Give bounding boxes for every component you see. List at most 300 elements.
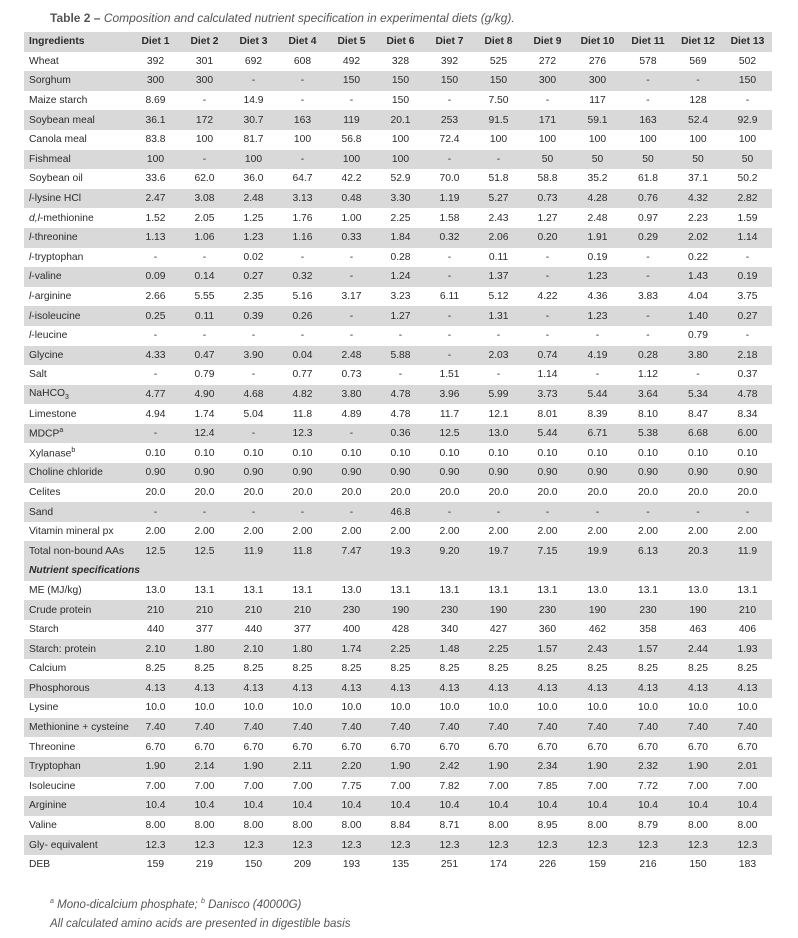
table-cell: 1.25 bbox=[243, 212, 264, 224]
table-cell: 1.76 bbox=[292, 212, 313, 224]
table-cell: 12.3 bbox=[523, 835, 572, 855]
table-cell: 3.80 bbox=[673, 346, 723, 366]
table-row bbox=[24, 346, 772, 366]
table-cell: 20.0 bbox=[687, 486, 709, 498]
table-cell: 8.25 bbox=[488, 663, 509, 675]
table-cell: - bbox=[696, 369, 700, 381]
table-cell: 7.40 bbox=[523, 718, 572, 738]
table-cell: 0.73 bbox=[341, 369, 362, 381]
table-cell: 1.06 bbox=[180, 228, 229, 248]
row-label bbox=[24, 483, 131, 503]
table-cell: - bbox=[180, 150, 229, 170]
table-cell: 0.90 bbox=[474, 463, 523, 483]
table-cell: 0.10 bbox=[439, 447, 460, 459]
row-label-name: Crude protein bbox=[29, 604, 92, 616]
table-cell: 0.10 bbox=[145, 447, 166, 459]
table-cell: 0.28 bbox=[623, 346, 673, 366]
table-cell: 0.04 bbox=[278, 346, 327, 366]
table-cell: - bbox=[202, 95, 207, 107]
table-cell: 42.2 bbox=[341, 173, 362, 185]
table-cell: 2.42 bbox=[425, 757, 474, 777]
table-cell: 9.20 bbox=[425, 541, 474, 561]
table-cell: 12.5 bbox=[180, 541, 229, 561]
table-cell: 5.38 bbox=[623, 424, 673, 444]
table-cell: 163 bbox=[623, 110, 673, 130]
table-cell: 10.4 bbox=[425, 796, 474, 816]
table-cell: 8.25 bbox=[243, 663, 264, 675]
row-label bbox=[24, 189, 131, 209]
table-cell: 12.4 bbox=[180, 424, 229, 444]
table-cell: - bbox=[202, 251, 207, 263]
table-cell: 4.78 bbox=[723, 385, 772, 405]
table-cell: 50 bbox=[723, 150, 772, 170]
table-cell: 20.0 bbox=[488, 486, 509, 498]
table-cell: - bbox=[447, 330, 452, 342]
table-cell: 36.1 bbox=[131, 110, 180, 130]
table-cell: 174 bbox=[489, 859, 508, 871]
table-cell: 1.00 bbox=[341, 212, 362, 224]
table-cell: 0.10 bbox=[341, 447, 362, 459]
table-cell: 119 bbox=[327, 110, 376, 130]
table-cell: 0.10 bbox=[587, 447, 608, 459]
table-cell: 12.3 bbox=[623, 835, 673, 855]
table-cell: - bbox=[327, 267, 376, 287]
table-row bbox=[24, 777, 772, 797]
table-cell: 7.00 bbox=[488, 780, 509, 792]
row-label-name: Fishmeal bbox=[29, 153, 71, 165]
table-cell: 0.33 bbox=[327, 228, 376, 248]
row-label-name: Xylanase bbox=[29, 448, 72, 460]
table-cell: - bbox=[180, 502, 229, 522]
footnote-line-2: All calculated amino acids are presented in digestible basis bbox=[50, 917, 351, 930]
table-cell: 10.0 bbox=[537, 702, 558, 714]
table-cell: 1.16 bbox=[278, 228, 327, 248]
table-cell: 4.19 bbox=[572, 346, 623, 366]
table-cell: 190 bbox=[376, 600, 425, 620]
table-row bbox=[24, 365, 772, 385]
row-label bbox=[24, 757, 131, 777]
table-cell: 2.48 bbox=[587, 212, 608, 224]
table-row bbox=[24, 639, 772, 659]
header-diet: Diet 11 bbox=[623, 32, 673, 52]
table-cell: 0.27 bbox=[229, 267, 278, 287]
table-row bbox=[24, 855, 772, 875]
row-label-name: Isoleucine bbox=[29, 780, 76, 792]
table-cell: 2.43 bbox=[572, 639, 623, 659]
table-caption-label: Table 2 – bbox=[50, 11, 101, 25]
row-label bbox=[24, 541, 131, 561]
table-cell: 300 bbox=[180, 71, 229, 91]
row-label-name: Wheat bbox=[29, 55, 59, 67]
table-cell: 210 bbox=[180, 600, 229, 620]
header-diet: Diet 9 bbox=[523, 32, 572, 52]
table-cell: 10.0 bbox=[194, 702, 215, 714]
table-cell: 6.00 bbox=[723, 424, 772, 444]
table-cell: 62.0 bbox=[194, 173, 215, 185]
row-label-name: Phosphorous bbox=[29, 682, 90, 694]
table-cell: 190 bbox=[474, 600, 523, 620]
table-cell: - bbox=[496, 330, 501, 342]
table-cell: 8.25 bbox=[587, 663, 608, 675]
table-cell: 35.2 bbox=[587, 173, 608, 185]
row-label-name: Starch bbox=[29, 624, 59, 636]
row-label-subscript: 3 bbox=[65, 394, 69, 401]
table-cell: 428 bbox=[391, 624, 410, 636]
table-cell: 2.48 bbox=[229, 189, 278, 209]
table-cell: 0.26 bbox=[278, 306, 327, 326]
table-cell: 20.0 bbox=[194, 486, 215, 498]
table-cell: 0.11 bbox=[180, 306, 229, 326]
table-cell: 210 bbox=[131, 600, 180, 620]
table-cell: 150 bbox=[244, 859, 263, 871]
table-row bbox=[24, 659, 772, 679]
row-label-prefix: l bbox=[29, 232, 32, 244]
table-cell: - bbox=[545, 251, 550, 263]
table-cell: 2.25 bbox=[376, 639, 425, 659]
table-cell: 0.32 bbox=[425, 228, 474, 248]
table-row bbox=[24, 502, 772, 522]
table-cell: 0.10 bbox=[537, 447, 558, 459]
table-cell: - bbox=[745, 251, 750, 263]
table-cell: 692 bbox=[244, 55, 263, 67]
table-cell: 2.44 bbox=[673, 639, 723, 659]
table-cell: 6.70 bbox=[488, 741, 509, 753]
table-cell: 37.1 bbox=[687, 173, 709, 185]
table-cell: 2.25 bbox=[390, 212, 411, 224]
table-cell: 20.3 bbox=[673, 541, 723, 561]
table-cell: 8.00 bbox=[145, 820, 166, 832]
row-label bbox=[24, 816, 131, 836]
table-cell: 13.0 bbox=[687, 584, 709, 596]
table-cell: 2.34 bbox=[523, 757, 572, 777]
row-label bbox=[24, 150, 131, 170]
table-cell: - bbox=[425, 150, 474, 170]
table-cell: 7.50 bbox=[488, 95, 509, 107]
section-title: Nutrient specifications bbox=[24, 561, 772, 581]
table-cell: 13.0 bbox=[341, 584, 362, 596]
table-cell: - bbox=[349, 330, 354, 342]
table-row bbox=[24, 796, 772, 816]
table-cell: 70.0 bbox=[439, 173, 460, 185]
table-cell: 6.70 bbox=[145, 741, 166, 753]
row-label bbox=[24, 130, 131, 150]
table-cell: 10.4 bbox=[278, 796, 327, 816]
table-cell: 150 bbox=[327, 71, 376, 91]
table-cell: 20.0 bbox=[292, 486, 313, 498]
table-cell: 2.00 bbox=[194, 526, 215, 538]
table-cell: - bbox=[300, 95, 305, 107]
table-cell: 10.0 bbox=[292, 702, 313, 714]
table-cell: 7.15 bbox=[523, 541, 572, 561]
table-cell: 5.99 bbox=[474, 385, 523, 405]
header-diet: Diet 7 bbox=[425, 32, 474, 52]
table-cell: 12.3 bbox=[278, 424, 327, 444]
table-cell: 59.1 bbox=[572, 110, 623, 130]
table-cell: 150 bbox=[723, 71, 772, 91]
table-cell: 163 bbox=[278, 110, 327, 130]
table-cell: 1.23 bbox=[572, 306, 623, 326]
table-cell: 608 bbox=[293, 55, 312, 67]
table-cell: 8.25 bbox=[439, 663, 460, 675]
table-cell: 3.75 bbox=[737, 291, 758, 303]
table-cell: 5.55 bbox=[194, 291, 215, 303]
table-cell: 4.78 bbox=[390, 408, 411, 420]
table-cell: 0.90 bbox=[376, 463, 425, 483]
table-cell: 2.00 bbox=[637, 526, 659, 538]
table-cell: 13.1 bbox=[537, 584, 558, 596]
row-label-name: -methionine bbox=[39, 212, 94, 224]
row-label bbox=[24, 502, 131, 522]
table-cell: 0.28 bbox=[390, 251, 411, 263]
table-cell: 81.7 bbox=[243, 134, 264, 146]
header-diet: Diet 5 bbox=[327, 32, 376, 52]
table-cell: 171 bbox=[523, 110, 572, 130]
row-label bbox=[24, 52, 131, 72]
table-cell: 1.43 bbox=[673, 267, 723, 287]
table-cell: - bbox=[673, 71, 723, 91]
row-label-name: -isoleucine bbox=[31, 310, 81, 322]
table-cell: 0.11 bbox=[488, 251, 509, 263]
table-cell: 1.90 bbox=[673, 757, 723, 777]
row-label bbox=[24, 71, 131, 91]
table-cell: - bbox=[300, 251, 305, 263]
table-cell: 578 bbox=[639, 55, 657, 67]
table-cell: 8.25 bbox=[737, 663, 758, 675]
table-row bbox=[24, 326, 772, 346]
table-cell: - bbox=[153, 251, 158, 263]
table-cell: 1.24 bbox=[376, 267, 425, 287]
table-cell: 4.04 bbox=[687, 291, 709, 303]
table-cell: 0.90 bbox=[131, 463, 180, 483]
row-label bbox=[24, 855, 131, 875]
table-cell: 7.00 bbox=[292, 780, 313, 792]
table-cell: 83.8 bbox=[145, 134, 166, 146]
table-cell: 8.79 bbox=[637, 820, 659, 832]
table-row bbox=[24, 130, 772, 150]
table-cell: 12.3 bbox=[229, 835, 278, 855]
row-label-name: Soybean meal bbox=[29, 114, 95, 126]
table-cell: - bbox=[425, 346, 474, 366]
table-cell: 6.70 bbox=[439, 741, 460, 753]
table-cell: 150 bbox=[376, 71, 425, 91]
table-cell: 0.90 bbox=[673, 463, 723, 483]
row-label bbox=[24, 404, 131, 424]
table-cell: 2.00 bbox=[488, 526, 509, 538]
row-label bbox=[24, 777, 131, 797]
table-cell: 0.37 bbox=[737, 369, 758, 381]
table-cell: 210 bbox=[278, 600, 327, 620]
row-label bbox=[24, 110, 131, 130]
table-cell: 20.0 bbox=[243, 486, 264, 498]
table-cell: 8.10 bbox=[637, 408, 659, 420]
table-cell: 7.00 bbox=[243, 780, 264, 792]
row-label bbox=[24, 385, 131, 405]
table-cell: 91.5 bbox=[474, 110, 523, 130]
row-label bbox=[24, 639, 131, 659]
table-cell: 463 bbox=[689, 624, 707, 636]
table-cell: 8.71 bbox=[439, 820, 460, 832]
table-cell: 150 bbox=[689, 859, 707, 871]
row-label-name: NaHCO bbox=[29, 387, 66, 399]
table-cell: 20.0 bbox=[737, 486, 758, 498]
table-cell: 0.74 bbox=[523, 346, 572, 366]
table-cell: - bbox=[595, 330, 600, 342]
table-cell: 4.77 bbox=[131, 385, 180, 405]
row-label bbox=[24, 718, 131, 738]
table-cell: - bbox=[229, 424, 278, 444]
table-cell: 406 bbox=[738, 624, 757, 636]
table-cell: 0.79 bbox=[194, 369, 215, 381]
row-label bbox=[24, 326, 131, 346]
table-cell: 10.4 bbox=[327, 796, 376, 816]
table-cell: 1.13 bbox=[131, 228, 180, 248]
table-cell: 2.43 bbox=[488, 212, 509, 224]
table-cell: 50 bbox=[623, 150, 673, 170]
table-cell: 400 bbox=[342, 624, 361, 636]
table-cell: 11.8 bbox=[278, 541, 327, 561]
table-cell: 159 bbox=[146, 859, 165, 871]
table-cell: 8.25 bbox=[687, 663, 709, 675]
table-cell: - bbox=[327, 502, 376, 522]
table-cell: 2.18 bbox=[723, 346, 772, 366]
table-cell: 2.05 bbox=[194, 212, 215, 224]
row-label bbox=[24, 306, 131, 326]
table-cell: 1.91 bbox=[572, 228, 623, 248]
row-label-name: Tryptophan bbox=[29, 761, 81, 773]
row-label-prefix: l bbox=[29, 271, 32, 283]
table-row bbox=[24, 581, 772, 601]
table-cell: 20.0 bbox=[341, 486, 362, 498]
table-cell: 12.1 bbox=[488, 408, 509, 420]
row-label-name: Threonine bbox=[29, 741, 76, 753]
table-cell: - bbox=[153, 330, 158, 342]
table-cell: 1.31 bbox=[474, 306, 523, 326]
table-cell: 12.3 bbox=[723, 835, 772, 855]
row-label bbox=[24, 287, 131, 307]
table-cell: 150 bbox=[391, 95, 410, 107]
table-cell: 0.02 bbox=[243, 251, 264, 263]
table-cell: 8.25 bbox=[194, 663, 215, 675]
table-cell: 358 bbox=[639, 624, 657, 636]
table-cell: 92.9 bbox=[723, 110, 772, 130]
table-cell: 1.90 bbox=[572, 757, 623, 777]
table-cell: 72.4 bbox=[439, 134, 460, 146]
header-diet: Diet 12 bbox=[673, 32, 723, 52]
table-row bbox=[24, 835, 772, 855]
table-cell: 4.13 bbox=[327, 679, 376, 699]
header-ingredients: Ingredients bbox=[24, 32, 131, 52]
table-cell: 135 bbox=[391, 859, 410, 871]
header-diet: Diet 6 bbox=[376, 32, 425, 52]
row-label bbox=[24, 737, 131, 757]
row-label-name: Choline chloride bbox=[29, 467, 103, 479]
table-cell: 300 bbox=[572, 71, 623, 91]
table-cell: 209 bbox=[293, 859, 312, 871]
row-label-superscript: b bbox=[71, 447, 76, 455]
table-row bbox=[24, 150, 772, 170]
table-cell: 7.40 bbox=[278, 718, 327, 738]
table-cell: 10.0 bbox=[341, 702, 362, 714]
table-cell: 0.90 bbox=[180, 463, 229, 483]
table-cell: 3.08 bbox=[180, 189, 229, 209]
table-cell: - bbox=[327, 306, 376, 326]
table-cell: 2.14 bbox=[180, 757, 229, 777]
table-cell: 50.2 bbox=[737, 173, 758, 185]
table-cell: 6.13 bbox=[623, 541, 673, 561]
table-cell: 13.1 bbox=[243, 584, 264, 596]
footnote-line-1 bbox=[50, 892, 350, 915]
table-cell: 7.00 bbox=[587, 780, 608, 792]
table-cell: 2.35 bbox=[243, 291, 264, 303]
table-cell: 3.23 bbox=[390, 291, 411, 303]
table-row bbox=[24, 424, 772, 444]
table-cell: 8.00 bbox=[243, 820, 264, 832]
row-label-name: -valine bbox=[31, 271, 62, 283]
row-label-name: Total non-bound AAs bbox=[29, 545, 125, 557]
table-cell: 172 bbox=[180, 110, 229, 130]
table-cell: 1.93 bbox=[723, 639, 772, 659]
table-cell: 4.13 bbox=[623, 679, 673, 699]
table-cell: 4.13 bbox=[523, 679, 572, 699]
table-row bbox=[24, 737, 772, 757]
table-cell: 20.0 bbox=[637, 486, 659, 498]
table-cell: - bbox=[623, 267, 673, 287]
table-cell: 2.00 bbox=[537, 526, 558, 538]
header-diet: Diet 2 bbox=[180, 32, 229, 52]
table-cell: 5.88 bbox=[376, 346, 425, 366]
row-label-name: Soybean oil bbox=[29, 173, 83, 185]
header-diet: Diet 3 bbox=[229, 32, 278, 52]
table-cell: 12.3 bbox=[572, 835, 623, 855]
table-cell: 30.7 bbox=[229, 110, 278, 130]
table-cell: 2.23 bbox=[687, 212, 709, 224]
table-cell: 100 bbox=[229, 150, 278, 170]
table-cell: - bbox=[623, 71, 673, 91]
table-cell: 300 bbox=[523, 71, 572, 91]
table-cell: 10.4 bbox=[723, 796, 772, 816]
table-cell: 0.90 bbox=[572, 463, 623, 483]
table-cell: - bbox=[278, 71, 327, 91]
row-label-name: -lysine HCl bbox=[31, 193, 82, 205]
table-cell: 2.00 bbox=[587, 526, 608, 538]
table-cell: 4.94 bbox=[145, 408, 166, 420]
table-cell: 13.1 bbox=[488, 584, 509, 596]
header-row bbox=[24, 32, 772, 52]
table-cell: 462 bbox=[588, 624, 607, 636]
table-cell: 2.00 bbox=[145, 526, 166, 538]
table-cell: - bbox=[623, 306, 673, 326]
table-cell: 4.13 bbox=[673, 679, 723, 699]
table-cell: 7.47 bbox=[327, 541, 376, 561]
table-cell: 1.23 bbox=[572, 267, 623, 287]
table-cell: 4.13 bbox=[376, 679, 425, 699]
row-label bbox=[24, 169, 131, 189]
row-label-name: Salt bbox=[29, 369, 47, 381]
table-cell: 0.10 bbox=[687, 447, 709, 459]
table-cell: 4.13 bbox=[229, 679, 278, 699]
table-cell: - bbox=[572, 502, 623, 522]
table-cell: 4.32 bbox=[673, 189, 723, 209]
table-row bbox=[24, 718, 772, 738]
table-cell: 2.02 bbox=[673, 228, 723, 248]
table-cell: 2.00 bbox=[687, 526, 709, 538]
row-label bbox=[24, 248, 131, 268]
table-cell: 46.8 bbox=[376, 502, 425, 522]
table-cell: 10.4 bbox=[229, 796, 278, 816]
diet-composition-table bbox=[24, 32, 772, 875]
row-label-name: Calcium bbox=[29, 663, 67, 675]
table-cell: 12.3 bbox=[327, 835, 376, 855]
